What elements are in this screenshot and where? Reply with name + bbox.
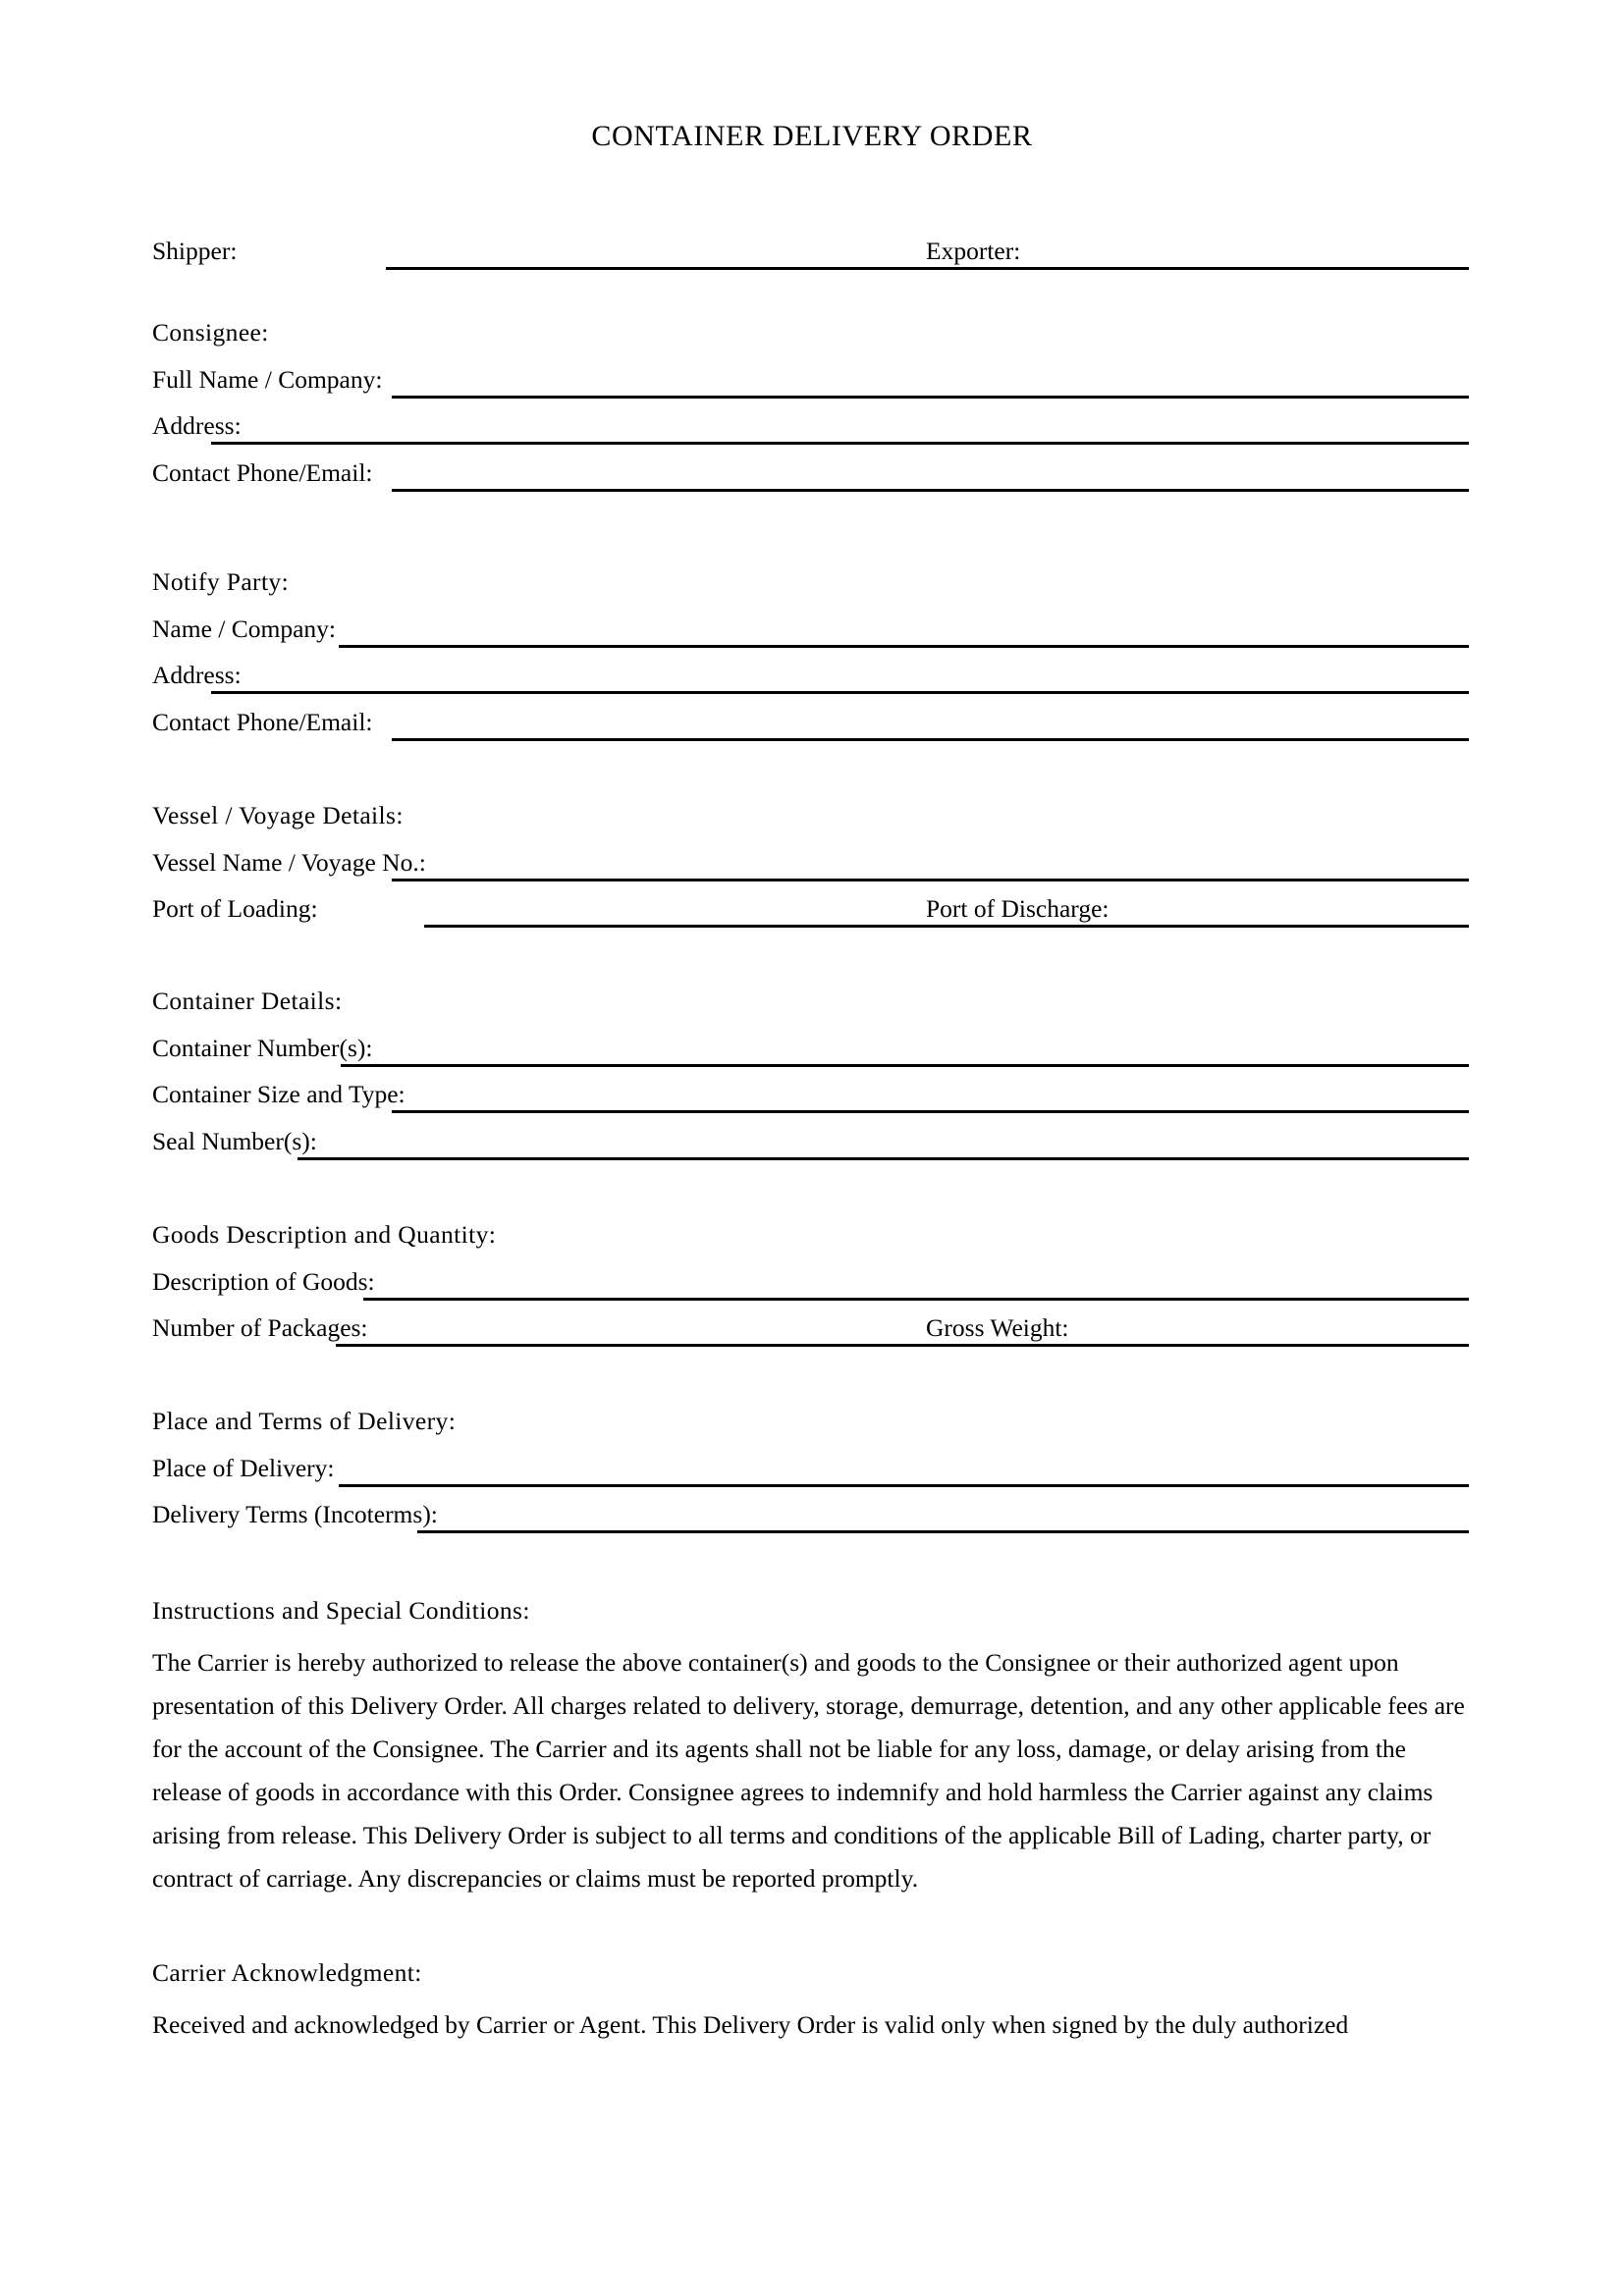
vessel-name-voyage-field-rule[interactable] xyxy=(392,879,1469,881)
container-number-label: Container Number(s): xyxy=(152,1034,373,1062)
consignee-contact-label: Contact Phone/Email: xyxy=(152,458,373,487)
exporter-label: Exporter: xyxy=(926,237,1021,265)
notify-party-contact-field-rule[interactable] xyxy=(392,738,1469,741)
container-number-field-rule[interactable] xyxy=(341,1064,1469,1067)
container-details-heading: Container Details: xyxy=(152,987,343,1015)
number-of-packages-label: Number of Packages: xyxy=(152,1313,368,1342)
place-terms-delivery-heading: Place and Terms of Delivery: xyxy=(152,1407,457,1435)
port-of-loading-label: Port of Loading: xyxy=(152,894,318,923)
consignee-contact-field-rule[interactable] xyxy=(392,489,1469,492)
delivery-terms-field-rule[interactable] xyxy=(417,1530,1469,1533)
instructions-paragraph: The Carrier is hereby authorized to release the above container(s) and goods to the Consignee or their authorized agent upon presentation of this Delivery Order. All charges related to delivery, storage, demurrage, detention, and any other applicable fees are for the account of the Consignee. The Carrier and its agents shall not be liable for any loss, damage, or delay arising from the release of goods in accordance with this Order. Consignee agrees to indemnify and hold harmless the Carrier against any claims arising from release. This Delivery Order is subject to all terms and conditions of the applicable Bill of Lading, charter party, or contract of carriage. Any discrepancies or claims must be reported promptly. xyxy=(152,1648,1465,1893)
shipper-label: Shipper: xyxy=(152,237,238,265)
carrier-acknowledgment-body xyxy=(152,2003,1488,2047)
notify-party-address-label: Address: xyxy=(152,661,242,689)
port-of-loading-discharge-field-rule[interactable] xyxy=(424,925,1469,928)
vessel-voyage-heading: Vessel / Voyage Details: xyxy=(152,801,404,829)
notify-party-name-label: Name / Company: xyxy=(152,614,336,643)
container-size-type-label: Container Size and Type: xyxy=(152,1080,406,1108)
consignee-address-field-rule[interactable] xyxy=(211,442,1469,445)
page-title: CONTAINER DELIVERY ORDER xyxy=(591,120,1033,152)
consignee-full-name-label: Full Name / Company: xyxy=(152,365,383,394)
consignee-full-name-field-rule[interactable] xyxy=(392,396,1469,399)
shipper-exporter-field-rule[interactable] xyxy=(386,267,1469,270)
packages-gross-weight-field-rule[interactable] xyxy=(336,1344,1469,1347)
goods-description-heading: Goods Description and Quantity: xyxy=(152,1220,497,1249)
port-of-discharge-label: Port of Discharge: xyxy=(926,894,1110,923)
gross-weight-label: Gross Weight: xyxy=(926,1313,1069,1342)
container-size-type-field-rule[interactable] xyxy=(392,1110,1469,1113)
place-of-delivery-label: Place of Delivery: xyxy=(152,1454,335,1482)
place-of-delivery-field-rule[interactable] xyxy=(339,1484,1469,1487)
delivery-terms-label: Delivery Terms (Incoterms): xyxy=(152,1500,438,1528)
carrier-acknowledgment-paragraph: Received and acknowledged by Carrier or Agent. This Delivery Order is valid only when signed by the duly authorized xyxy=(152,2010,1349,2039)
consignee-heading: Consignee: xyxy=(152,318,269,347)
instructions-body xyxy=(152,1641,1473,1900)
notify-party-contact-label: Contact Phone/Email: xyxy=(152,708,373,736)
consignee-address-label: Address: xyxy=(152,411,242,440)
description-of-goods-field-rule[interactable] xyxy=(363,1298,1469,1301)
seal-number-label: Seal Number(s): xyxy=(152,1127,317,1155)
notify-party-name-field-rule[interactable] xyxy=(339,645,1469,648)
vessel-name-voyage-label: Vessel Name / Voyage No.: xyxy=(152,848,426,877)
seal-number-field-rule[interactable] xyxy=(298,1157,1469,1160)
carrier-acknowledgment-heading: Carrier Acknowledgment: xyxy=(152,1958,422,1987)
description-of-goods-label: Description of Goods: xyxy=(152,1267,375,1296)
notify-party-heading: Notify Party: xyxy=(152,567,290,596)
instructions-heading: Instructions and Special Conditions: xyxy=(152,1596,530,1625)
notify-party-address-field-rule[interactable] xyxy=(211,691,1469,694)
